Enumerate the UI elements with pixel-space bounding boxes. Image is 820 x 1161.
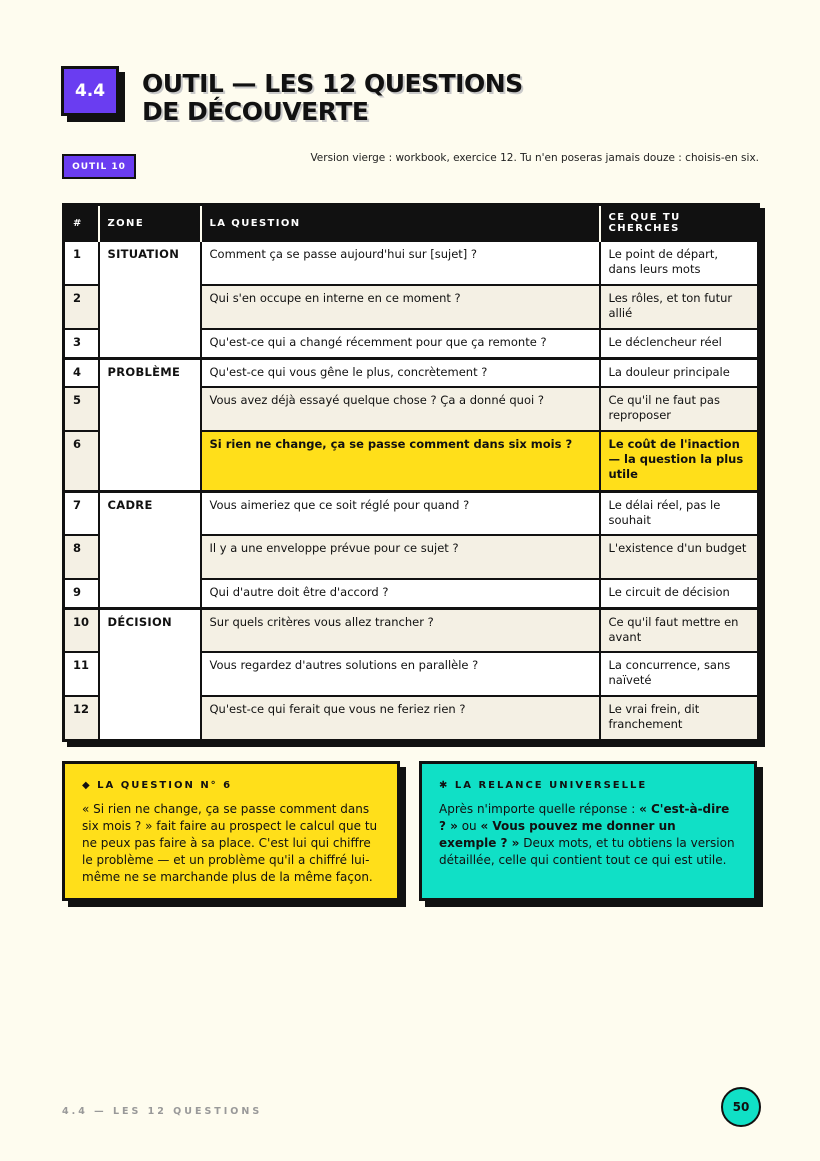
zone-decision: DÉCISION [99, 608, 201, 740]
seek-cell: Les rôles, et ton futur allié [600, 285, 759, 329]
page-number: 50 [721, 1087, 761, 1127]
header-seek: CE QUE TU CHERCHES [600, 205, 759, 242]
version-note: Version vierge : workbook, exercice 12. Tu n'en poseras jamais douze : choisis-en six. [310, 152, 759, 164]
row-number: 4 [64, 358, 99, 387]
zone-probleme: PROBLÈME [99, 358, 201, 491]
question-cell: Qui s'en occupe en interne en ce moment ? [201, 285, 600, 329]
header-zone: ZONE [99, 205, 201, 242]
question-cell: Sur quels critères vous allez trancher ? [201, 608, 600, 652]
card-body-text: Deux mots, et tu obtiens la version détaillée, celle qui contient tout ce qui est utile. [439, 836, 735, 867]
header-num: # [64, 205, 99, 242]
card-body-bold: « C'est-à-dire ? » [439, 802, 730, 833]
tool-tag: OUTIL 10 [62, 154, 136, 179]
card-body-text: ou [457, 819, 481, 833]
question-cell: Comment ça se passe aujourd'hui sur [sujet] ? [201, 241, 600, 285]
card-body-text: Après n'importe quelle réponse : [439, 802, 640, 816]
question-6-card [62, 761, 400, 901]
seek-cell: Ce qu'il ne faut pas reproposer [600, 387, 759, 431]
question-cell: Qu'est-ce qui vous gêne le plus, concrètement ? [201, 358, 600, 387]
row-number: 10 [64, 608, 99, 652]
question-cell: Vous aimeriez que ce soit réglé pour quand ? [201, 491, 600, 535]
seek-cell: Ce qu'il faut mettre en avant [600, 608, 759, 652]
seek-cell: Le point de départ, dans leurs mots [600, 241, 759, 285]
question-cell: Vous avez déjà essayé quelque chose ? Ça a donné quoi ? [201, 387, 600, 431]
footer-section-label: 4.4 — LES 12 QUESTIONS [62, 1106, 263, 1117]
zone-cadre: CADRE [99, 491, 201, 608]
seek-cell: L'existence d'un budget [600, 535, 759, 579]
row-number: 12 [64, 696, 99, 740]
question-cell: Qui d'autre doit être d'accord ? [201, 579, 600, 608]
zone-situation: SITUATION [99, 241, 201, 358]
card-label: ◆ LA QUESTION N° 6 [82, 780, 233, 791]
question-cell: Qu'est-ce qui a changé récemment pour que ça remonte ? [201, 329, 600, 358]
table-row [64, 608, 759, 652]
card-body-bold: « Vous pouvez me donner un exemple ? » [439, 819, 676, 850]
table-header-row [64, 205, 759, 242]
table-row [64, 241, 759, 285]
universal-follow-up-card [419, 761, 757, 901]
seek-cell: Le vrai frein, dit franchement [600, 696, 759, 740]
table-row [64, 358, 759, 387]
row-number: 6 [64, 431, 99, 491]
card-body: « Si rien ne change, ça se passe comment dans six mois ? » fait faire au prospect le calcul que tu ne peux pas faire à sa place. C'est lui qui chiffre le problème — et un problème qu'il a chiffré lui-même ne se marchande plus de la même façon. [82, 802, 378, 884]
row-number: 8 [64, 535, 99, 579]
seek-cell: La douleur principale [600, 358, 759, 387]
row-number: 5 [64, 387, 99, 431]
row-number: 1 [64, 241, 99, 285]
section-number-badge: 4.4 [61, 66, 119, 116]
row-number: 3 [64, 329, 99, 358]
seek-cell: Le délai réel, pas le souhait [600, 491, 759, 535]
question-cell: Qu'est-ce qui ferait que vous ne feriez rien ? [201, 696, 600, 740]
row-number: 11 [64, 652, 99, 696]
question-cell: Vous regardez d'autres solutions en parallèle ? [201, 652, 600, 696]
card-body [439, 801, 737, 869]
row-number: 7 [64, 491, 99, 535]
title-line-1: OUTIL — LES 12 QUESTIONS [142, 69, 523, 98]
seek-cell: Le coût de l'inaction — la question la plus utile [600, 431, 759, 491]
row-number: 2 [64, 285, 99, 329]
question-cell: Il y a une enveloppe prévue pour ce sujet ? [201, 535, 600, 579]
header-question: LA QUESTION [201, 205, 600, 242]
row-number: 9 [64, 579, 99, 608]
page-title [142, 70, 523, 126]
seek-cell: Le déclencheur réel [600, 329, 759, 358]
card-label: ✱ LA RELANCE UNIVERSELLE [439, 780, 648, 791]
question-cell: Si rien ne change, ça se passe comment dans six mois ? [201, 431, 600, 491]
seek-cell: La concurrence, sans naïveté [600, 652, 759, 696]
questions-table [62, 203, 760, 742]
title-line-2: DE DÉCOUVERTE [142, 97, 369, 126]
seek-cell: Le circuit de décision [600, 579, 759, 608]
table-row [64, 491, 759, 535]
